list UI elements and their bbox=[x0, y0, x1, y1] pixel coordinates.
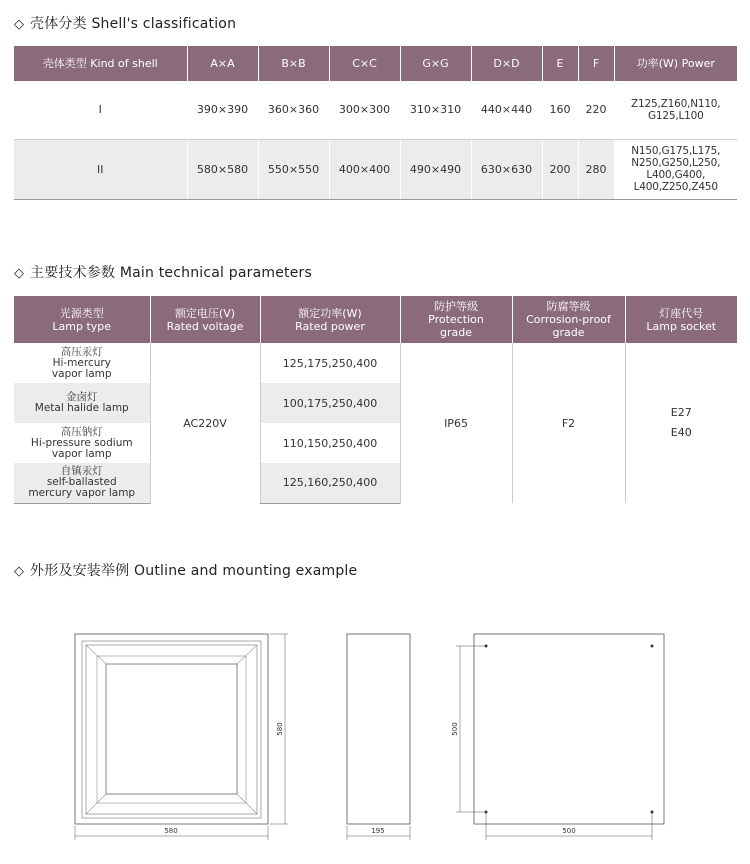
front-height-label: 580 bbox=[276, 722, 284, 736]
cell-lamp-type: 金卤灯 Metal halide lamp bbox=[14, 383, 150, 423]
header-lamp-socket: 灯座代号 Lamp socket bbox=[625, 296, 737, 343]
cell-b: 360×360 bbox=[258, 81, 329, 139]
front-bezel-frame bbox=[86, 645, 257, 814]
cell-power: Z125,Z160,N110, G125,L100 bbox=[614, 81, 737, 139]
cell-d: 630×630 bbox=[471, 139, 542, 199]
side-depth-label: 195 bbox=[371, 827, 385, 835]
cell-power: N150,G175,L175, N250,G250,L250, L400,G400, L400,Z250,Z450 bbox=[614, 139, 737, 199]
section-title-shell-classification: ◇ 壳体分类 Shell's classification bbox=[14, 16, 237, 32]
front-width-label: 580 bbox=[164, 827, 178, 835]
table-header-row bbox=[14, 296, 737, 343]
mounting-holes bbox=[485, 645, 654, 814]
mounting-height-label: 500 bbox=[451, 722, 459, 736]
diamond-icon: ◇ bbox=[14, 564, 25, 579]
cell-d: 440×440 bbox=[471, 81, 542, 139]
cell-lamp-socket: E27 E40 bbox=[625, 343, 737, 503]
cell-a: 390×390 bbox=[187, 81, 258, 139]
cell-lamp-type: 高压钠灯 Hi-pressure sodium vapor lamp bbox=[30, 425, 133, 460]
section-title-outline-mounting: ◇ 外形及安装举例 Outline and mounting example bbox=[14, 563, 358, 579]
cell-c: 400×400 bbox=[329, 139, 400, 199]
cell-a: 580×580 bbox=[187, 139, 258, 199]
mounting-width-label: 500 bbox=[562, 827, 576, 835]
cell-corrosion-grade: F2 bbox=[512, 343, 625, 503]
front-outer-frame bbox=[75, 634, 268, 824]
cell-lamp-type: 高压汞灯 Hi-mercury vapor lamp bbox=[51, 345, 112, 380]
table-row bbox=[14, 343, 737, 383]
cell-rated-power: 110,150,250,400 bbox=[260, 423, 400, 463]
cell-b: 550×550 bbox=[258, 139, 329, 199]
cell-protection-grade: IP65 bbox=[400, 343, 512, 503]
front-inner-frame bbox=[82, 641, 261, 818]
header-e: E bbox=[542, 46, 578, 81]
mounting-back-plate bbox=[474, 634, 664, 824]
front-dimensions bbox=[75, 634, 288, 840]
diamond-icon: ◇ bbox=[14, 17, 25, 32]
side-body bbox=[347, 634, 410, 824]
cell-f: 280 bbox=[578, 139, 614, 199]
cell-kind: II bbox=[14, 139, 187, 199]
header-protection-grade: 防护等级 Protection grade bbox=[400, 296, 512, 343]
diamond-icon: ◇ bbox=[14, 266, 25, 281]
table-header-row bbox=[14, 46, 737, 81]
cell-g: 490×490 bbox=[400, 139, 471, 199]
header-b: B×B bbox=[258, 46, 329, 81]
mounting-view-drawing bbox=[474, 634, 664, 824]
header-g: G×G bbox=[400, 46, 471, 81]
cell-f: 220 bbox=[578, 81, 614, 139]
outline-drawings bbox=[0, 600, 750, 864]
table-row bbox=[14, 139, 737, 199]
section-title-technical-parameters: ◇ 主要技术参数 Main technical parameters bbox=[14, 265, 312, 281]
cell-rated-power: 100,175,250,400 bbox=[260, 383, 400, 423]
cell-rated-power: 125,160,250,400 bbox=[260, 463, 400, 503]
table-row bbox=[14, 81, 737, 139]
cell-e: 160 bbox=[542, 81, 578, 139]
cell-g: 310×310 bbox=[400, 81, 471, 139]
cell-lamp-type: 自镇汞灯 self-ballasted mercury vapor lamp bbox=[14, 463, 150, 503]
header-kind: 壳体类型 Kind of shell bbox=[14, 46, 187, 81]
header-f: F bbox=[578, 46, 614, 81]
mounting-hole bbox=[651, 645, 654, 648]
shell-classification-table bbox=[14, 46, 737, 200]
header-a: A×A bbox=[187, 46, 258, 81]
header-lamp-type: 光源类型 Lamp type bbox=[14, 296, 150, 343]
technical-parameters-table bbox=[14, 296, 737, 504]
header-d: D×D bbox=[471, 46, 542, 81]
header-corrosion-grade: 防腐等级 Corrosion-proof grade bbox=[512, 296, 625, 343]
front-glass-window bbox=[106, 664, 237, 794]
header-power: 功率(W) Power bbox=[614, 46, 737, 81]
cell-kind: I bbox=[14, 81, 187, 139]
cell-rated-voltage: AC220V bbox=[150, 343, 260, 503]
header-rated-power: 额定功率(W) Rated power bbox=[260, 296, 400, 343]
front-view-drawing bbox=[75, 634, 268, 824]
header-c: C×C bbox=[329, 46, 400, 81]
cell-rated-power: 125,175,250,400 bbox=[260, 343, 400, 383]
cell-c: 300×300 bbox=[329, 81, 400, 139]
cell-e: 200 bbox=[542, 139, 578, 199]
header-rated-voltage: 额定电压(V) Rated voltage bbox=[150, 296, 260, 343]
side-view-drawing bbox=[347, 634, 410, 824]
